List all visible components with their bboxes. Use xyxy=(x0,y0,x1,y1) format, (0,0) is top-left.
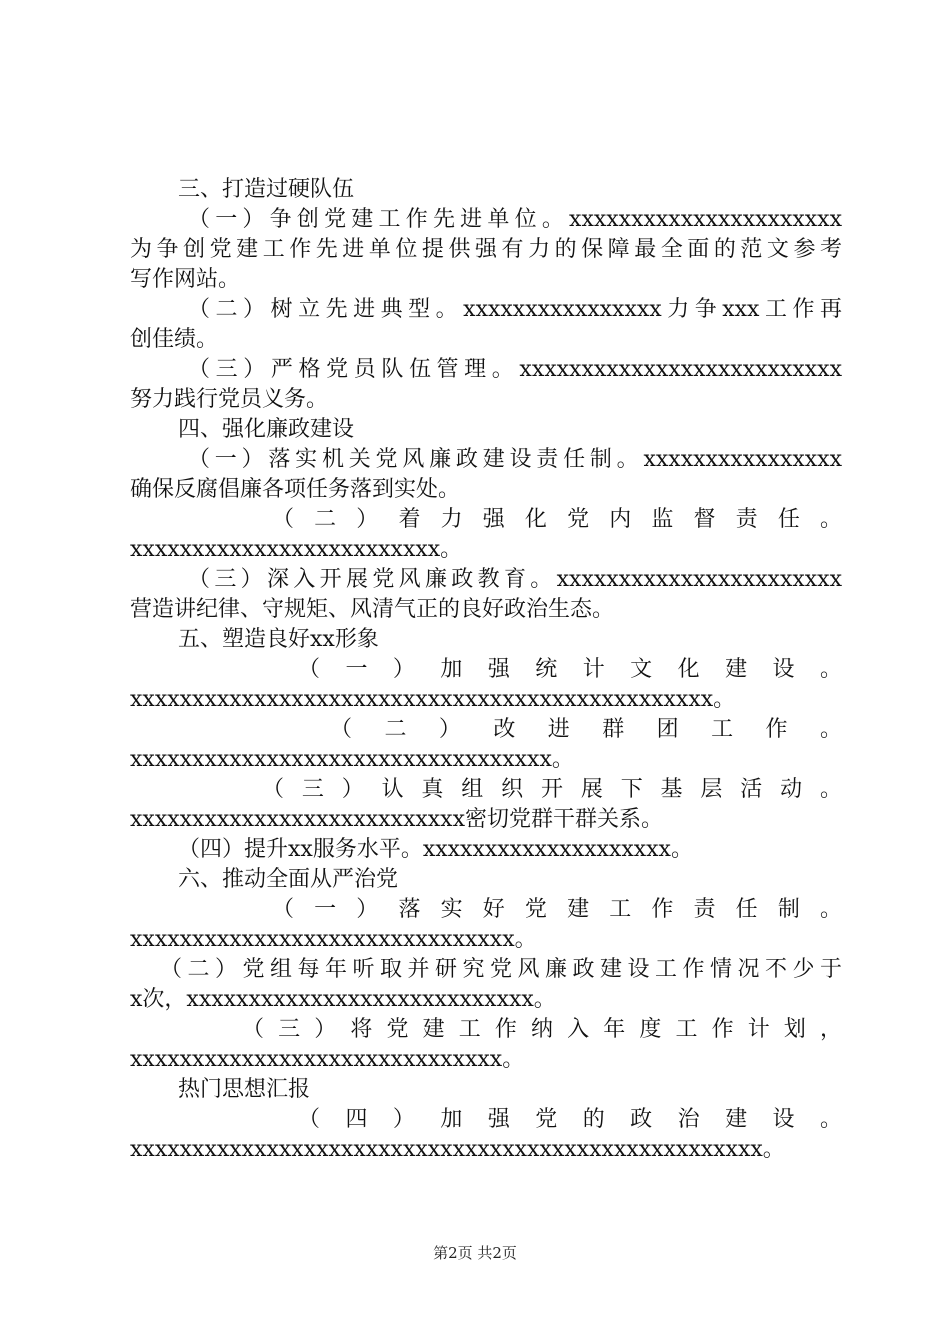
paragraph-line: （一）落实机关党风廉政建设责任制。xxxxxxxxxxxxxxxx xyxy=(188,447,842,472)
paragraph-line: 营造讲纪律、守规矩、风清气正的良好政治生态。 xyxy=(130,597,615,622)
paragraph-line: xxxxxxxxxxxxxxxxxxxxxxxxxxxxxxxxxxxxxxxxxxxxxxx。 xyxy=(130,687,736,712)
paragraph-line: （四）提升xx服务水平。xxxxxxxxxxxxxxxxxxxx。 xyxy=(178,837,693,862)
paragraph-line: （一）加强统计文化建设。 xyxy=(298,657,842,682)
section-heading: 四、强化廉政建设 xyxy=(178,417,355,442)
paragraph-line: xxxxxxxxxxxxxxxxxxxxxxxxxxxxxxxxxxxxxxxxxxxxxxxxxxx。 xyxy=(130,1137,785,1162)
paragraph-line: xxxxxxxxxxxxxxxxxxxxxxxxxxxxxxx。 xyxy=(130,927,537,952)
paragraph-line: 写作网站。 xyxy=(130,267,241,292)
section-heading: 热门思想汇报 xyxy=(178,1077,311,1102)
paragraph-line: x次，xxxxxxxxxxxxxxxxxxxxxxxxxxxx。 xyxy=(130,987,556,1012)
section-heading: 五、塑造良好xx形象 xyxy=(178,627,379,652)
paragraph-line: xxxxxxxxxxxxxxxxxxxxxxxxxxxxxx。 xyxy=(130,1047,525,1072)
paragraph-line: （三）将党建工作纳入年度工作计划， xyxy=(242,1017,842,1042)
paragraph-line: （一）落实好党建工作责任制。 xyxy=(272,897,842,922)
paragraph-line: （三）严格党员队伍管理。xxxxxxxxxxxxxxxxxxxxxxxxxx xyxy=(188,357,842,382)
paragraph-line: （二）改进群团工作。 xyxy=(330,717,842,742)
paragraph-line: 为争创党建工作先进单位提供强有力的保障最全面的范文参考 xyxy=(130,237,842,262)
paragraph-line: （二）着力强化党内监督责任。 xyxy=(272,507,842,532)
paragraph-line: xxxxxxxxxxxxxxxxxxxxxxxxx。 xyxy=(130,537,463,562)
page-footer: 第2页 共2页 xyxy=(433,1244,517,1262)
paragraph-line: （四）加强党的政治建设。 xyxy=(298,1107,842,1132)
section-heading: 三、打造过硬队伍 xyxy=(178,177,355,202)
paragraph-line: xxxxxxxxxxxxxxxxxxxxxxxxxxxxxxxxxx。 xyxy=(130,747,574,772)
paragraph-line: （一）争创党建工作先进单位。xxxxxxxxxxxxxxxxxxxxxx xyxy=(188,207,842,232)
paragraph-line: （二）党组每年听取并研究党风廉政建设工作情况不少于 xyxy=(160,957,842,982)
paragraph-line: xxxxxxxxxxxxxxxxxxxxxxxxxxx密切党群干群关系。 xyxy=(130,807,663,832)
paragraph-line: （二）树立先进典型。xxxxxxxxxxxxxxxx力争xxx工作再 xyxy=(188,297,842,322)
paragraph-line: 创佳绩。 xyxy=(130,327,219,352)
paragraph-line: （三）深入开展党风廉政教育。xxxxxxxxxxxxxxxxxxxxxxx xyxy=(188,567,842,592)
paragraph-line: （三）认真组织开展下基层活动。 xyxy=(262,777,842,802)
paragraph-line: 努力践行党员义务。 xyxy=(130,387,329,412)
paragraph-line: 确保反腐倡廉各项任务落到实处。 xyxy=(130,477,461,502)
section-heading: 六、推动全面从严治党 xyxy=(178,867,399,892)
